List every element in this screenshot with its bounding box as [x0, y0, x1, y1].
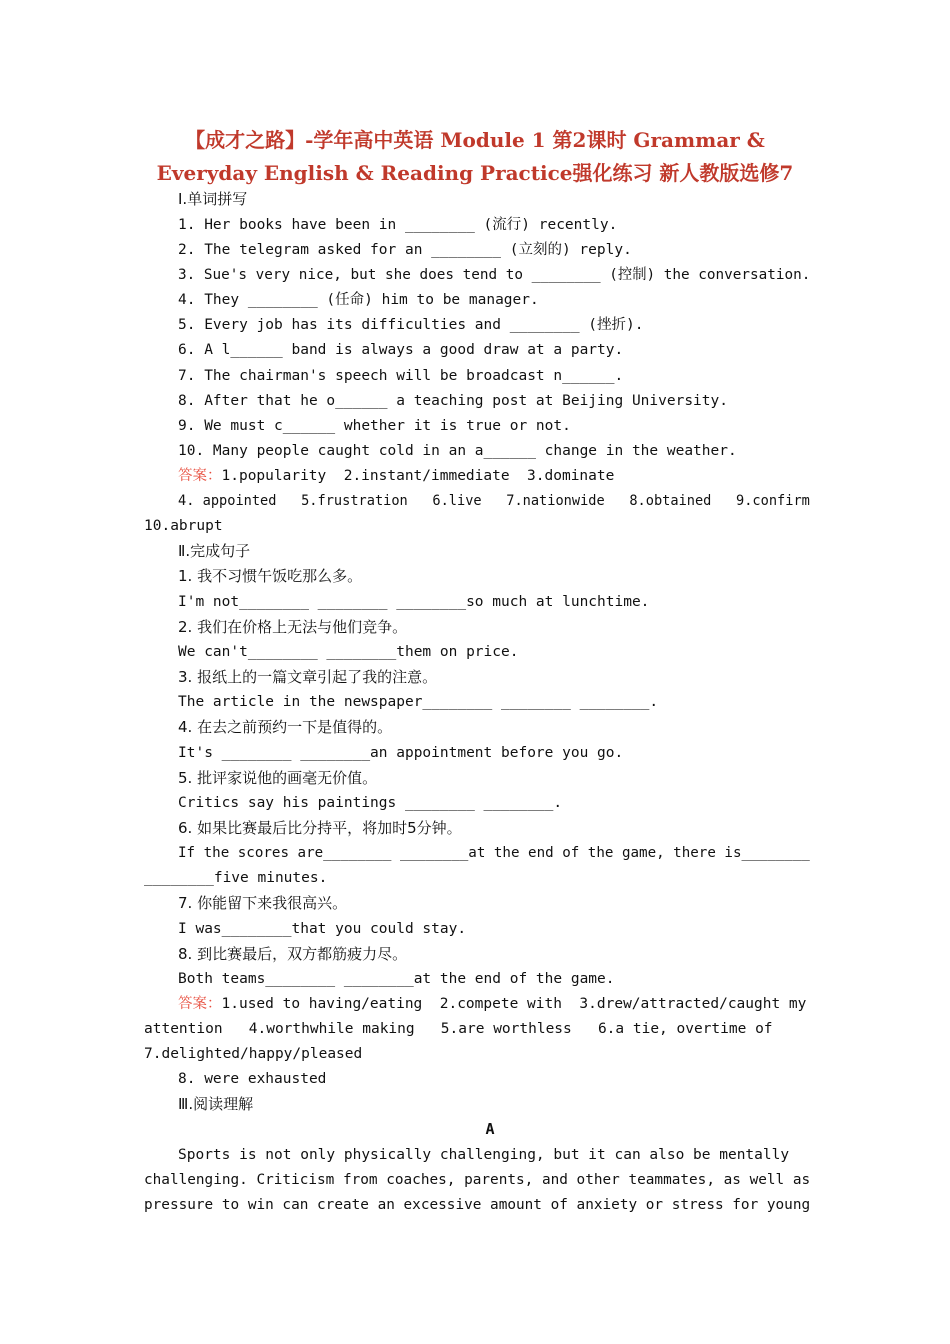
sentence-7-chinese: 7. 你能留下来我很高兴。	[178, 894, 348, 912]
sentence-7-english: I was________that you could stay.	[178, 921, 467, 937]
answer-text: 1.popularity 2.instant/immediate 3.dominate	[221, 468, 615, 484]
document-title-line-2: Everyday English & Reading Practice强化练习 新人教版选修7	[156, 161, 794, 185]
sentence-5-english: Critics say his paintings ________ ________.	[178, 795, 563, 811]
sentence-3-english: The article in the newspaper________ ________ ________.	[178, 694, 659, 710]
sentence-4-english: It's ________ ________an appointment before you go.	[178, 745, 624, 761]
sentence-4-chinese: 4. 在去之前预约一下是值得的。	[178, 718, 393, 736]
vocab-item-10: 10. Many people caught cold in an a______ change in the weather.	[178, 443, 737, 459]
answer-text: 1.used to having/eating 2.compete with 3.drew/attracted/caught my	[221, 996, 807, 1012]
vocab-item-5: 5. Every job has its difficulties and ________ (挫折).	[178, 317, 644, 333]
vocab-item-6: 6. A l______ band is always a good draw at a party.	[178, 342, 624, 358]
passage-line-3: pressure to win can create an excessive amount of anxiety or stress for young	[144, 1197, 811, 1213]
answer-block-2-line-4: 8. were exhausted	[178, 1071, 327, 1087]
answer-block-1-line-2: 4. appointed 5.frustration 6.live 7.nationwide 8.obtained 9.confirm	[178, 493, 810, 509]
answer-block-2-line-2: attention 4.worthwhile making 5.are worthless 6.a tie, overtime of	[144, 1021, 773, 1037]
sentence-2-english: We can't________ ________them on price.	[178, 644, 519, 660]
answer-block-1-line-1	[178, 466, 614, 486]
sentence-6-english: If the scores are________ ________at the end of the game, there is________	[178, 845, 810, 861]
sentence-3-chinese: 3. 报纸上的一篇文章引起了我的注意。	[178, 668, 438, 686]
answer-label: 答案：	[178, 996, 222, 1012]
vocab-item-9: 9. We must c______ whether it is true or not.	[178, 418, 571, 434]
vocab-item-8: 8. After that he o______ a teaching post at Beijing University.	[178, 393, 728, 409]
answer-block-1-line-3: 10.abrupt	[144, 518, 223, 534]
sentence-6-chinese: 6. 如果比赛最后比分持平，将加时5分钟。	[178, 819, 462, 837]
answer-block-2-line-3: 7.delighted/happy/pleased	[144, 1046, 363, 1062]
sentence-1-english: I'm not________ ________ ________so much at lunchtime.	[178, 594, 650, 610]
document-title-line-1: 【成才之路】-学年高中英语 Module 1 第2课时 Grammar &	[185, 128, 765, 152]
section-1-heading: Ⅰ.单词拼写	[178, 190, 248, 208]
passage-line-1: Sports is not only physically challenging, but it can also be mentally	[178, 1147, 790, 1163]
vocab-item-4: 4. They ________ (任命) him to be manager.	[178, 292, 539, 308]
sentence-8-chinese: 8. 到比赛最后，双方都筋疲力尽。	[178, 945, 408, 963]
vocab-item-3: 3. Sue's very nice, but she does tend to ________ (控制) the conversation.	[178, 267, 811, 283]
answer-label: 答案：	[178, 468, 222, 484]
vocab-item-2: 2. The telegram asked for an ________ (立刻的) reply.	[178, 242, 632, 258]
sentence-5-chinese: 5. 批评家说他的画毫无价值。	[178, 769, 378, 787]
vocab-item-1: 1. Her books have been in ________ (流行) recently.	[178, 217, 618, 233]
passage-line-2: challenging. Criticism from coaches, parents, and other teammates, as well as	[144, 1172, 811, 1188]
section-2-heading: Ⅱ.完成句子	[178, 542, 251, 560]
sentence-1-chinese: 1. 我不习惯午饭吃那么多。	[178, 567, 363, 585]
sentence-2-chinese: 2. 我们在价格上无法与他们竞争。	[178, 618, 408, 636]
sentence-8-english: Both teams________ ________at the end of the game.	[178, 971, 615, 987]
passage-label: A	[485, 1120, 495, 1138]
answer-block-2-line-1	[178, 994, 806, 1014]
section-3-heading: Ⅲ.阅读理解	[178, 1095, 254, 1113]
vocab-item-7: 7. The chairman's speech will be broadcast n______.	[178, 368, 624, 384]
sentence-6-english-continued: ________five minutes.	[144, 870, 328, 886]
